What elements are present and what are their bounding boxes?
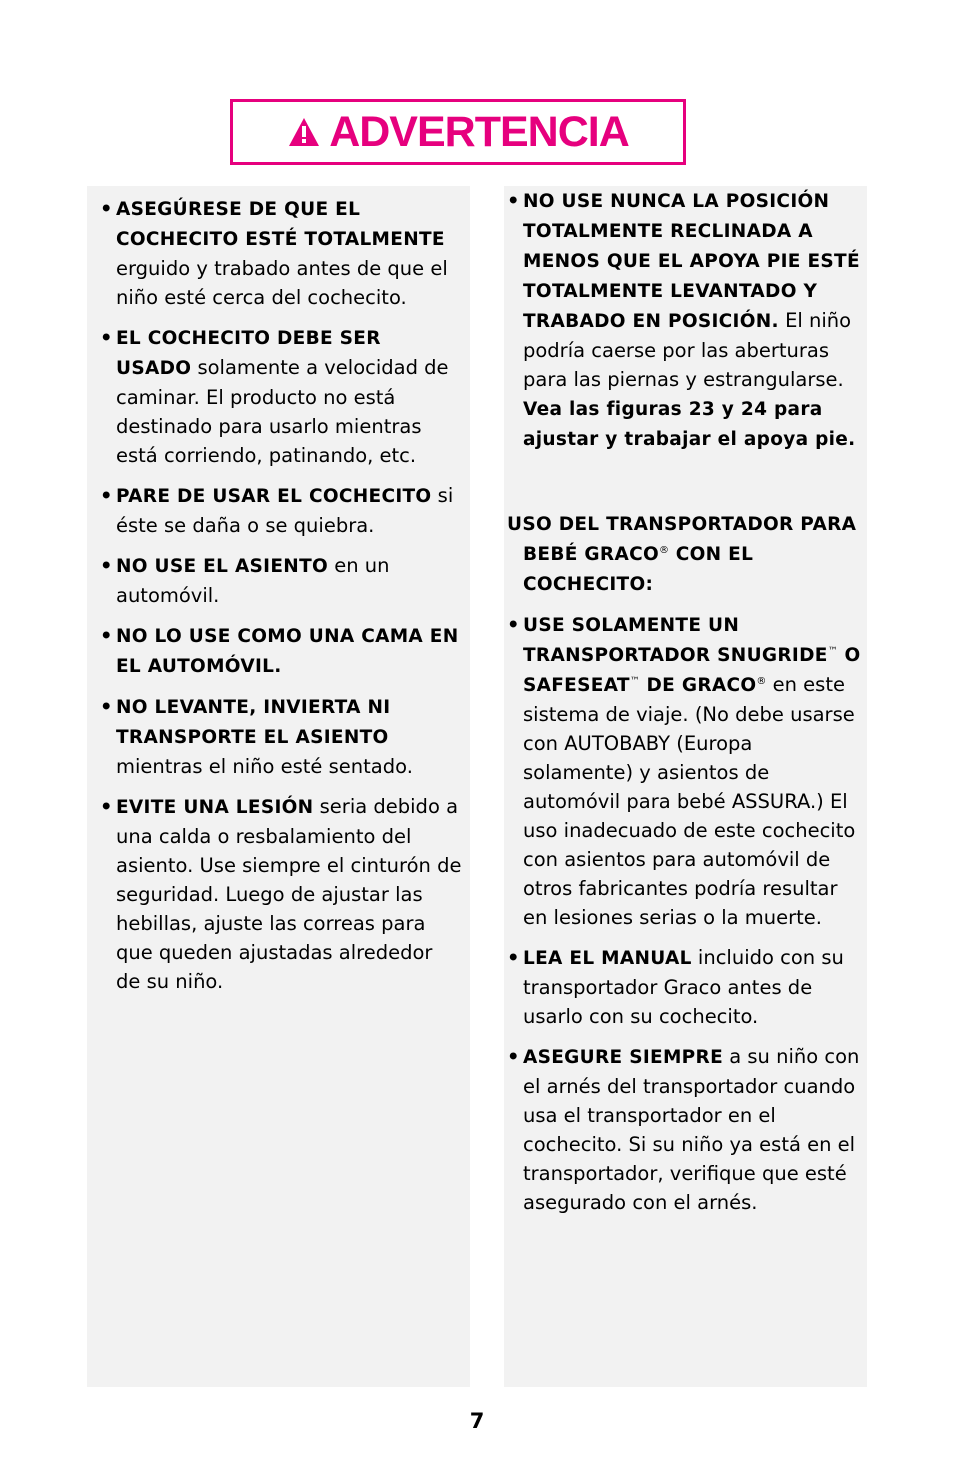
warning-item-bold: NO LEVANTE, INVIERTA NI TRANSPORTE EL ASIENTO — [116, 697, 391, 748]
warning-item-text: en un automóvil. — [116, 554, 390, 607]
warning-item — [507, 610, 863, 932]
warning-item — [507, 186, 863, 454]
warning-title: ADVERTENCIA — [329, 107, 629, 156]
warning-item-bold: EL COCHECITO DEBE SER USADO — [116, 328, 381, 379]
warning-item-bold: LEA EL MANUAL — [523, 948, 692, 969]
section-heading-text: CON EL COCHECITO: — [523, 544, 754, 595]
section-spacer — [507, 465, 863, 509]
registered-mark: ® — [756, 676, 767, 687]
warning-item-text: mientras el niño esté sentado. — [116, 755, 413, 778]
warning-item-bold: ASEGÚRESE DE QUE EL COCHECITO ESTÉ TOTALMENTE — [116, 199, 445, 250]
warning-item-bold: EVITE UNA LESIÓN — [116, 797, 314, 818]
right-column — [504, 186, 867, 1387]
warning-header-content — [287, 107, 629, 156]
warning-item — [100, 621, 462, 681]
warning-item-text: seria debido a una calda o resbalamiento del asiento. Use siempre el cinturón de seguridad. Luego de ajustar las hebillas, ajuste las correas para que queden ajustadas alrededor de su niño. — [116, 795, 462, 993]
warning-item-bold: NO USE NUNCA LA POSICIÓN TOTALMENTE RECLINADA A MENOS QUE EL APOYA PIE ESTÉ TOTALMENTE LEVANTADO Y TRABADO EN POSICIÓN. — [523, 191, 860, 332]
warning-item — [100, 551, 462, 610]
left-column — [87, 186, 470, 1387]
warning-item-text: El niño podría caerse por las aberturas para las piernas y estrangularse. — [523, 309, 852, 391]
warning-item — [507, 943, 863, 1031]
warning-header — [230, 99, 686, 165]
section-heading-text: USO DEL TRANSPORTADOR PARA BEBÉ GRACO — [507, 514, 857, 565]
warning-item — [100, 481, 462, 540]
section-heading — [507, 509, 863, 599]
warning-item-bold: NO LO USE COMO UNA CAMA EN EL AUTOMÓVIL. — [116, 626, 459, 677]
warning-item-bold: USE SOLAMENTE UN TRANSPORTADOR SNUGRIDE — [523, 615, 828, 666]
warning-item-text: en este sistema de viaje. (No debe usarse con AUTOBABY (Europa solamente) y asientos de automóvil para bebé ASSURA.) El uso inadecuado de este cochecito con asientos para automóvil de otros fabricantes podría resultar en lesiones serias o la muerte. — [523, 673, 856, 929]
warning-item — [507, 1042, 863, 1217]
warning-item-text: solamente a velocidad de caminar. El producto no está destinado para usarlo mientras está corriendo, patinando, etc. — [116, 356, 449, 467]
warning-item-text: erguido y trabado antes de que el niño esté cerca del cochecito. — [116, 257, 448, 309]
warning-item-bold: PARE DE USAR EL COCHECITO — [116, 486, 432, 507]
registered-mark: ® — [658, 545, 669, 556]
trademark-mark: ™ — [629, 676, 640, 687]
warning-item-bold: DE GRACO — [639, 675, 757, 696]
warning-item-text: incluido con su transportador Graco antes de usarlo con su cochecito. — [523, 946, 844, 1028]
warning-item — [100, 692, 462, 781]
warning-item-bold: ASEGURE SIEMPRE — [523, 1047, 724, 1068]
page-number: 7 — [469, 1409, 485, 1433]
warning-item-bold: O SAFESEAT — [523, 645, 861, 696]
warning-item-bold-end: Vea las figuras 23 y 24 para ajustar y trabajar el apoya pie. — [523, 399, 856, 450]
warning-item-bold: NO USE EL ASIENTO — [116, 556, 329, 577]
warning-item-text: si éste se daña o se quiebra. — [116, 484, 454, 537]
warning-item — [100, 792, 462, 996]
warning-triangle-icon — [287, 116, 321, 148]
warning-item — [100, 323, 462, 470]
warning-item-text: a su niño con el arnés del transportador cuando usa el transportador en el cochecito. Si su niño ya está en el transportador, verifique que esté asegurado con el arnés. — [523, 1045, 860, 1214]
trademark-mark: ™ — [827, 646, 838, 657]
warning-item — [100, 194, 462, 312]
